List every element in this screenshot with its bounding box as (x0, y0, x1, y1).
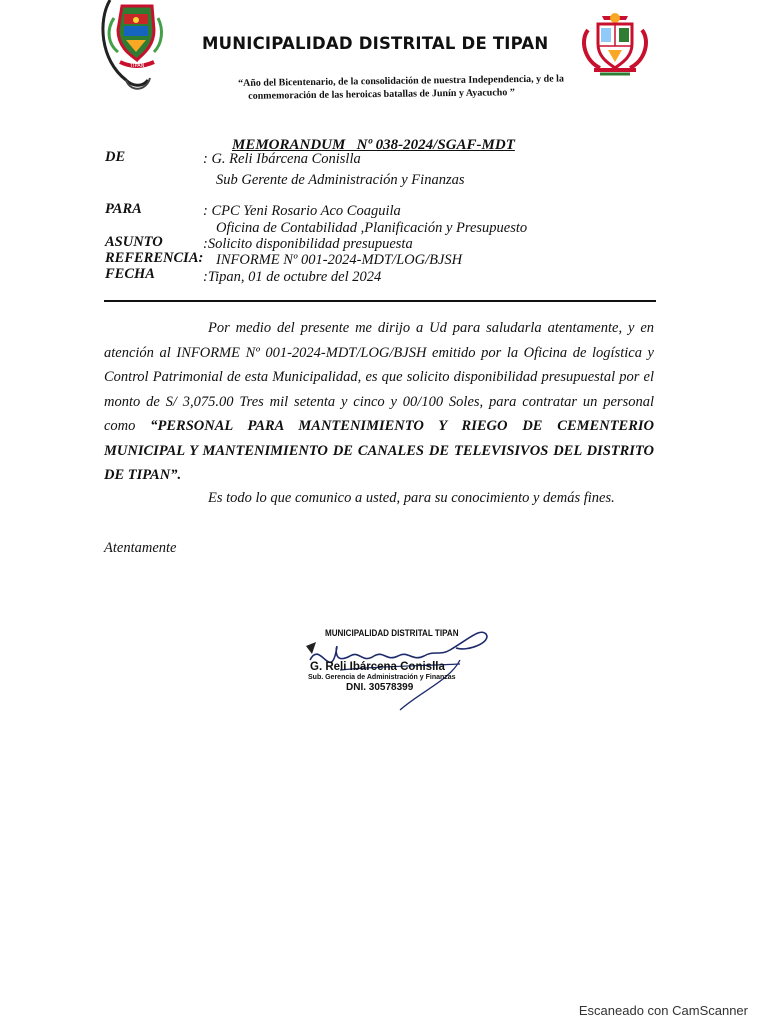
asunto-label: ASUNTO (105, 234, 163, 250)
year-motto (238, 72, 618, 103)
stamp-role: Sub. Gerencia de Administración y Finanzas (308, 674, 456, 681)
closing-line: Es todo lo que comunico a usted, para su conocimiento y demás fines. (208, 490, 615, 506)
scanner-watermark: Escaneado con CamScanner (578, 1003, 748, 1018)
memo-title: MEMORANDUM Nº 038-2024/SGAF-MDT (232, 137, 515, 153)
header-divider (104, 300, 656, 302)
fecha-value: :Tipan, 01 de octubre del 2024 (203, 269, 382, 285)
para-label: PARA (105, 201, 142, 217)
de-label: DE (105, 149, 126, 165)
year-motto-line2: conmemoración de las heroicas batallas de Junín y Ayacucho ” (248, 87, 515, 102)
regards: Atentamente (104, 540, 177, 556)
body-paragraph-plain: Por medio del presente me dirijo a Ud para saludarla atentamente, y en atención al INFORME Nº 001-2024-MDT/LOG/BJSH emitido por la Oficina de logística y Control Patrimonial de esta Municipalidad, es que solicito disponibilidad presupuestal por el monto de S/ 3,075.00 Tres mil setenta y cinco y 00/100 Soles, para contratar un personal como (104, 320, 654, 434)
referencia-label: REFERENCIA: (105, 250, 204, 266)
national-coat-of-arms-icon (580, 10, 650, 78)
de-role: Sub Gerente de Administración y Finanzas (216, 172, 465, 188)
year-motto-line1: “Año del Bicentenario, de la consolidación de nuestra Independencia, y de la (238, 73, 564, 89)
municipality-title: MUNICIPALIDAD DISTRITAL DE TIPAN (202, 34, 549, 53)
asunto-value: :Solicito disponibilidad presupuesta (203, 236, 413, 252)
stamp-name: G. Reli Ibárcena Conislla (310, 661, 445, 673)
stamp-organization: MUNICIPALIDAD DISTRITAL TIPAN (325, 628, 459, 639)
body-paragraph-bold: “PERSONAL PARA MANTENIMIENTO Y RIEGO DE CEMENTERIO MUNICIPAL Y MANTENIMIENTO DE CANALES DE TELEVISIVOS DEL DISTRITO DE TIPAN”. (104, 418, 655, 483)
logo-ribbon-text: TIPAN (130, 63, 145, 69)
para-office: Oficina de Contabilidad ,Planificación y Presupuesto (216, 220, 528, 236)
para-name: : CPC Yeni Rosario Aco Coaguila (203, 203, 401, 219)
referencia-value: INFORME Nº 001-2024-MDT/LOG/BJSH (216, 252, 463, 268)
municipal-shield-logo (96, 0, 168, 92)
fecha-label: FECHA (105, 266, 155, 282)
de-name: : G. Reli Ibárcena Conislla (203, 151, 361, 167)
stamp-dni: DNI. 30578399 (346, 682, 414, 693)
body-paragraph (104, 316, 654, 488)
